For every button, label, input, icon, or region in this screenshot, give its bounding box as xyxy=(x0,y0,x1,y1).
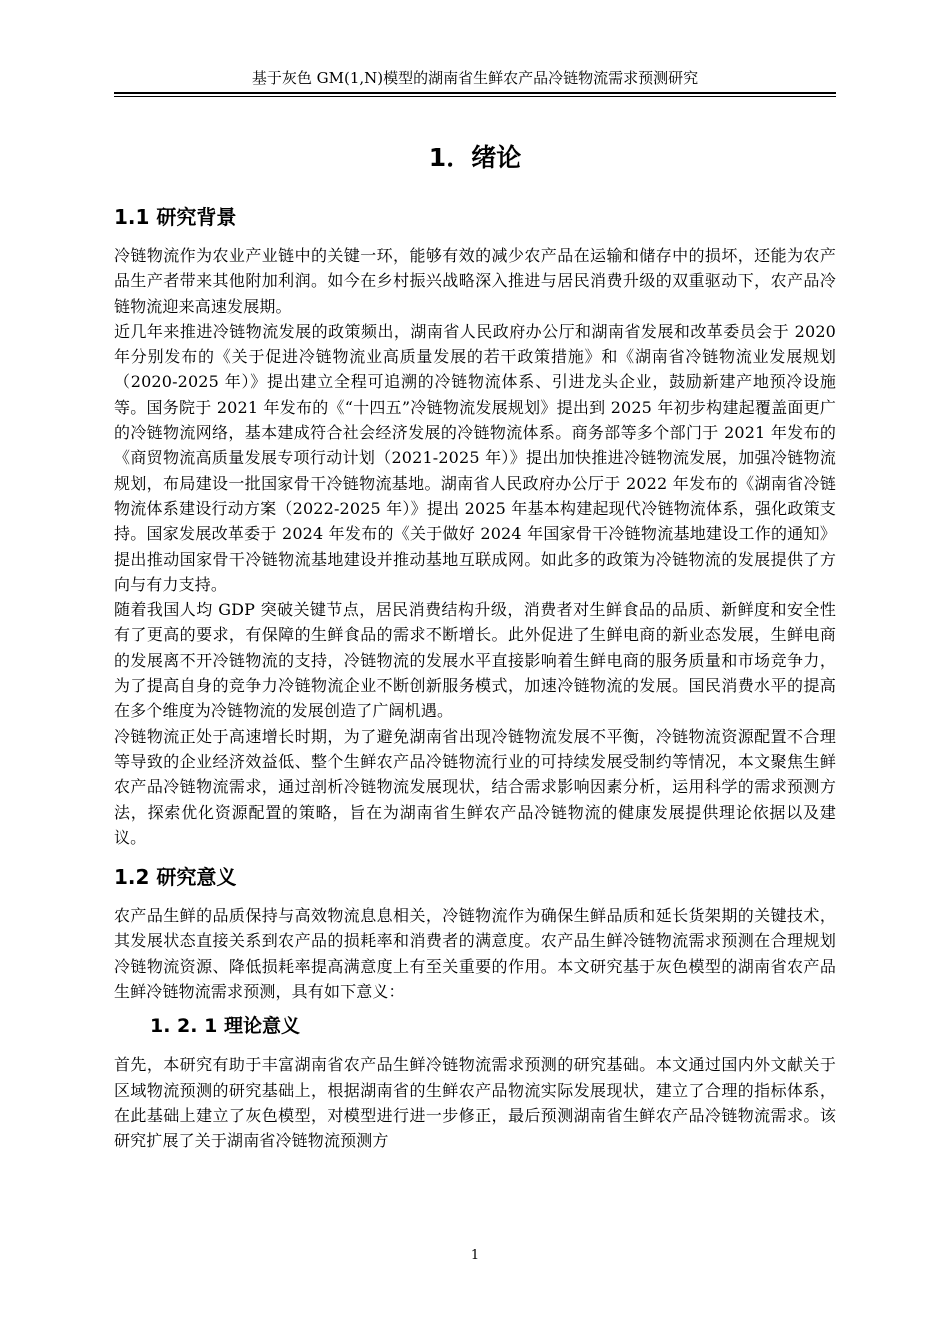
paragraph: 冷链物流正处于高速增长时期，为了避免湖南省出现冷链物流发展不平衡，冷链物流资源配置不合理等导致的企业经济效益低、整个生鲜农产品冷链物流行业的可持续发展受制约等情况，本文聚焦生鲜农产品冷链物流需求，通过剖析冷链物流发展现状，结合需求影响因素分析，运用科学的需求预测方法，探索优化资源配置的策略，旨在为湖南省生鲜农产品冷链物流的健康发展提供理论依据以及建议。 xyxy=(114,726,836,847)
header-rule xyxy=(114,92,836,94)
page-number: 1 xyxy=(470,1248,480,1263)
paragraph: 首先，本研究有助于丰富湖南省农产品生鲜冷链物流需求预测的研究基础。本文通过国内外文献关于区域物流预测的研究基础上，根据湖南省的生鲜农产品物流实际发展现状，建立了合理的指标体系，在此基础上建立了灰色模型，对模型进行进一步修正，最后预测湖南省生鲜农产品冷链物流需求。该研究扩展了关于湖南省冷链物流预测方 xyxy=(114,1055,836,1151)
subsection-title-theory: 1. 2. 1 理论意义 xyxy=(150,1015,300,1038)
paragraph: 农产品生鲜的品质保持与高效物流息息相关，冷链物流作为确保生鲜品质和延长货架期的关键技术，其发展状态直接关系到农产品的损耗率和消费者的满意度。农产品生鲜冷链物流需求预测在合理规划冷链物流资源、降低损耗率提高满意度上有至关重要的作用。本文研究基于灰色模型的湖南省农产品生鲜冷链物流需求预测，具有如下意义： xyxy=(114,906,836,1002)
section-spacer xyxy=(114,850,836,862)
running-header: 基于灰色 GM(1,N)模型的湖南省生鲜农产品冷链物流需求预测研究 xyxy=(251,69,699,87)
chapter-title: 1．绪论 xyxy=(428,143,522,172)
paragraph: 冷链物流作为农业产业链中的关键一环，能够有效的减少农产品在运输和储存中的损坏，还能为农产品生产者带来其他附加利润。如今在乡村振兴战略深入推进与居民消费升级的双重驱动下，农产品冷链物流迎来高速发展期。 xyxy=(114,246,836,316)
paragraph: 随着我国人均 GDP 突破关键节点，居民消费结构升级，消费者对生鲜食品的品质、新鲜度和安全性有了更高的要求，有保障的生鲜食品的需求不断增长。此外促进了生鲜电商的新业态发展，生鲜电商的发展离不开冷链物流的支持，冷链物流的发展水平直接影响着生鲜电商的服务质量和市场竞争力，为了提高自身的竞争力冷链物流企业不断创新服务模式，加速冷链物流的发展。国民消费水平的提高在多个维度为冷链物流的发展创造了广阔机遇。 xyxy=(114,600,836,721)
page-body xyxy=(114,138,836,1154)
header-rule-secondary xyxy=(114,96,836,97)
section-title-significance: 1.2 研究意义 xyxy=(114,865,237,890)
paragraph: 近几年来推进冷链物流发展的政策频出，湖南省人民政府办公厅和湖南省发展和改革委员会于 2020 年分别发布的《关于促进冷链物流业高质量发展的若干政策措施》和《湖南省冷链物流业发展规划（2020-2025 年）》提出建立全程可追溯的冷链物流体系、引进龙头企业，鼓励新建产地预冷设施等。国务院于 2021 年发布的《“十四五”冷链物流发展规划》提出到 2025 年初步构建起覆盖面更广的冷链物流网络，基本建成符合社会经济发展的冷链物流体系。商务部等多个部门于 2021 年发布的《商贸物流高质量发展专项行动计划（2021-2025 年）》提出加快推进冷链物流发展，加强冷链物流规划，布局建设一批国家骨干冷链物流基地。湖南省人民政府办公厅于 2022 年发布的《湖南省冷链物流体系建设行动方案（2022-2025 年）》提出 2025 年基本构建起现代冷链物流体系，强化政策支持。国家发展改革委于 2024 年发布的《关于做好 2024 年国家骨干冷链物流基地建设工作的通知》提出推动国家骨干冷链物流基地建设并推动基地互联成网。如此多的政策为冷链物流的发展提供了方向与有力支持。 xyxy=(114,321,836,594)
section-title-background: 1.1 研究背景 xyxy=(114,205,237,229)
